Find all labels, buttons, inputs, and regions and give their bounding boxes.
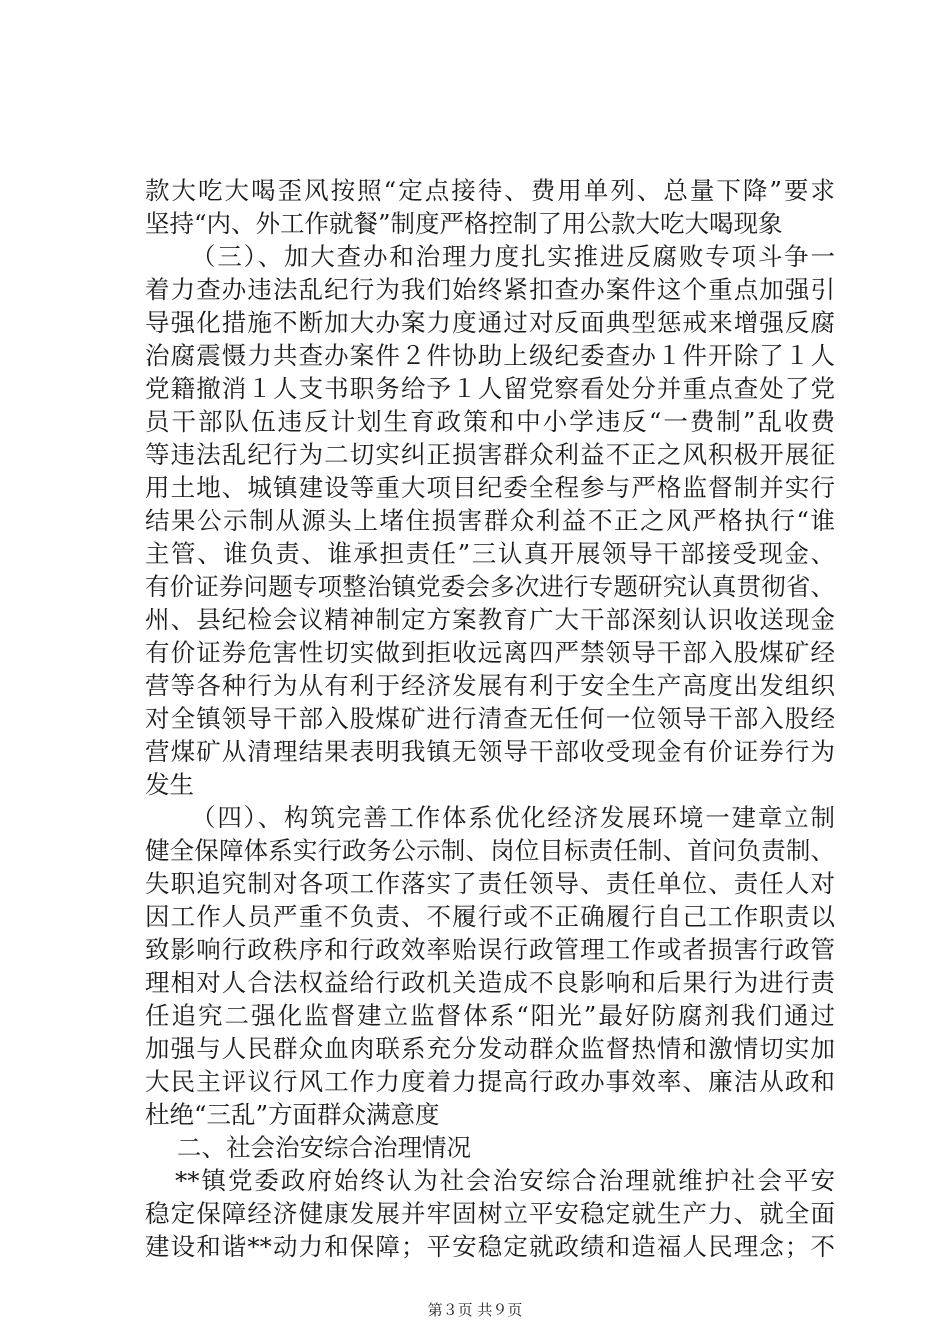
text-line: 治腐震慑力共查办案件２件协助上级纪委查办１件开除了１人: [145, 341, 835, 370]
text-line: 致影响行政秩序和行政效率贻误行政管理工作或者损害行政管: [145, 935, 835, 964]
text-line: 主管、谁负责、谁承担责任”三认真开展领导干部接受现金、: [145, 539, 835, 568]
text-line: 款大吃大喝歪风按照“定点接待、费用单列、总量下降”要求: [145, 176, 835, 205]
text-line: 杜绝“三乱”方面群众满意度: [145, 1100, 440, 1129]
page-number-footer: 第３页 共９页: [427, 1301, 523, 1319]
text-line: 大民主评议行风工作力度着力提高行政办事效率、廉洁从政和: [145, 1067, 835, 1096]
text-line: 失职追究制对各项工作落实了责任领导、责任单位、责任人对: [145, 869, 835, 898]
text-line: 加强与人民群众血肉联系充分发动群众监督热情和激情切实加: [145, 1034, 835, 1063]
text-line: 因工作人员严重不负责、不履行或不正确履行自己工作职责以: [145, 902, 835, 931]
text-line: 党籍撤消１人支书职务给予１人留党察看处分并重点查处了党: [145, 374, 835, 403]
text-line: 州、县纪检会议精神制定方案教育广大干部深刻认识收送现金: [145, 605, 835, 634]
section-heading-3: （三）、加大查办和治理力度扎实推进反腐败专项斗争一: [191, 242, 835, 271]
text-line: **镇党委政府始终认为社会治安综合治理就维护社会平安: [175, 1166, 835, 1195]
text-line: 着力查办违法乱纪行为我们始终紧扣查办案件这个重点加强引: [145, 275, 835, 304]
text-line: 稳定保障经济健康发展并牢固树立平安稳定就生产力、就全面: [145, 1199, 835, 1228]
text-line: 建设和谐**动力和保障；平安稳定就政绩和造福人民理念；不: [145, 1232, 835, 1261]
text-line: 发生: [145, 770, 194, 799]
text-line: 有价证券问题专项整治镇党委会多次进行专题研究认真贯彻省、: [145, 572, 835, 601]
section-heading-4: （四）、构筑完善工作体系优化经济发展环境一建章立制: [191, 803, 835, 832]
text-line: 等违法乱纪行为二切实纠正损害群众利益不正之风积极开展征: [145, 440, 835, 469]
text-line: 理相对人合法权益给行政机关造成不良影响和后果行为进行责: [145, 968, 835, 997]
text-line: 营煤矿从清理结果表明我镇无领导干部收受现金有价证券行为: [145, 737, 835, 766]
text-line: 坚持“内、外工作就餐”制度严格控制了用公款大吃大喝现象: [145, 209, 783, 238]
text-line: 结果公示制从源头上堵住损害群众利益不正之风严格执行“谁: [145, 506, 835, 535]
text-line: 用土地、城镇建设等重大项目纪委全程参与严格监督制并实行: [145, 473, 835, 502]
text-line: 营等各种行为从有利于经济发展有利于安全生产高度出发组织: [145, 671, 835, 700]
section-heading-2: 二、社会治安综合治理情况: [177, 1133, 471, 1162]
text-line: 任追究二强化监督建立监督体系“阳光”最好防腐剂我们通过: [145, 1001, 835, 1030]
text-line: 员干部队伍违反计划生育政策和中小学违反“一费制”乱收费: [145, 407, 835, 436]
text-line: 对全镇领导干部入股煤矿进行清查无任何一位领导干部入股经: [145, 704, 835, 733]
text-line: 健全保障体系实行政务公示制、岗位目标责任制、首问负责制、: [145, 836, 835, 865]
text-line: 导强化措施不断加大办案力度通过对反面典型惩戒来增强反腐: [145, 308, 835, 337]
body-text: [145, 174, 835, 1263]
text-line: 有价证券危害性切实做到拒收远离四严禁领导干部入股煤矿经: [145, 638, 835, 667]
